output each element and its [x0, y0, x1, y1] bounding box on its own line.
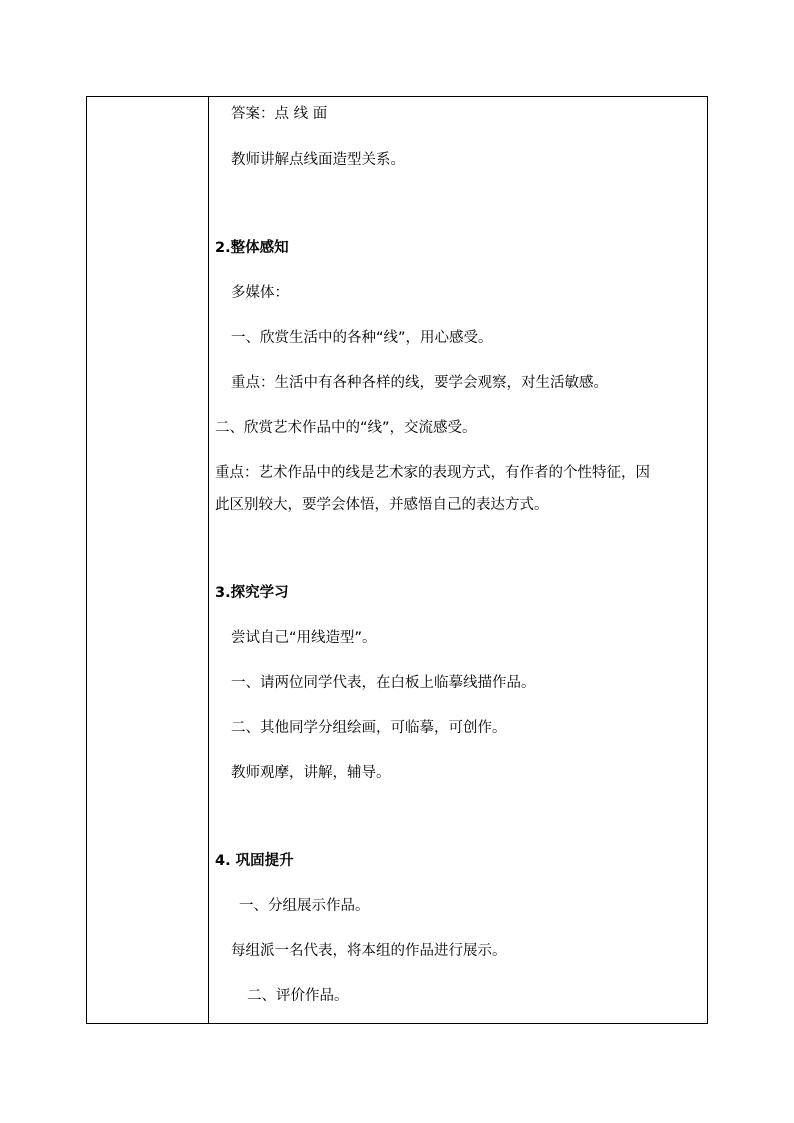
text-line: 教师讲解点线面造型关系。 — [231, 152, 405, 168]
text-line: 重点：生活中有各种各样的线，要学会观察，对生活敏感。 — [231, 375, 608, 391]
section-heading: 3.探究学习 — [215, 585, 289, 601]
text-line: 多媒体： — [231, 285, 289, 301]
text-line: 此区别较大，要学会体悟，并感悟自己的表达方式。 — [215, 497, 549, 513]
text-line: 教师观摩，讲解，辅导。 — [231, 765, 391, 781]
section-heading: 4. 巩固提升 — [215, 853, 294, 869]
text-line: 二、评价作品。 — [247, 988, 349, 1004]
text-line: 重点：艺术作品中的线是艺术家的表现方式，有作者的个性特征，因 — [215, 465, 650, 481]
text-line: 每组派一名代表，将本组的作品进行展示。 — [231, 943, 507, 959]
text-line: 一、欣赏生活中的各种“线”，用心感受。 — [231, 330, 493, 346]
section-heading: 2.整体感知 — [215, 240, 289, 256]
text-line: 答案：点 线 面 — [231, 106, 328, 122]
text-line: 一、分组展示作品。 — [239, 898, 370, 914]
text-line: 二、其他同学分组绘画，可临摹，可创作。 — [231, 720, 507, 736]
text-line: 二、欣赏艺术作品中的“线”，交流感受。 — [215, 420, 477, 436]
lesson-table — [86, 96, 708, 1024]
column-divider — [208, 97, 209, 1023]
text-line: 一、请两位同学代表，在白板上临摹线描作品。 — [231, 675, 536, 691]
text-line: 尝试自己“用线造型”。 — [231, 630, 377, 646]
